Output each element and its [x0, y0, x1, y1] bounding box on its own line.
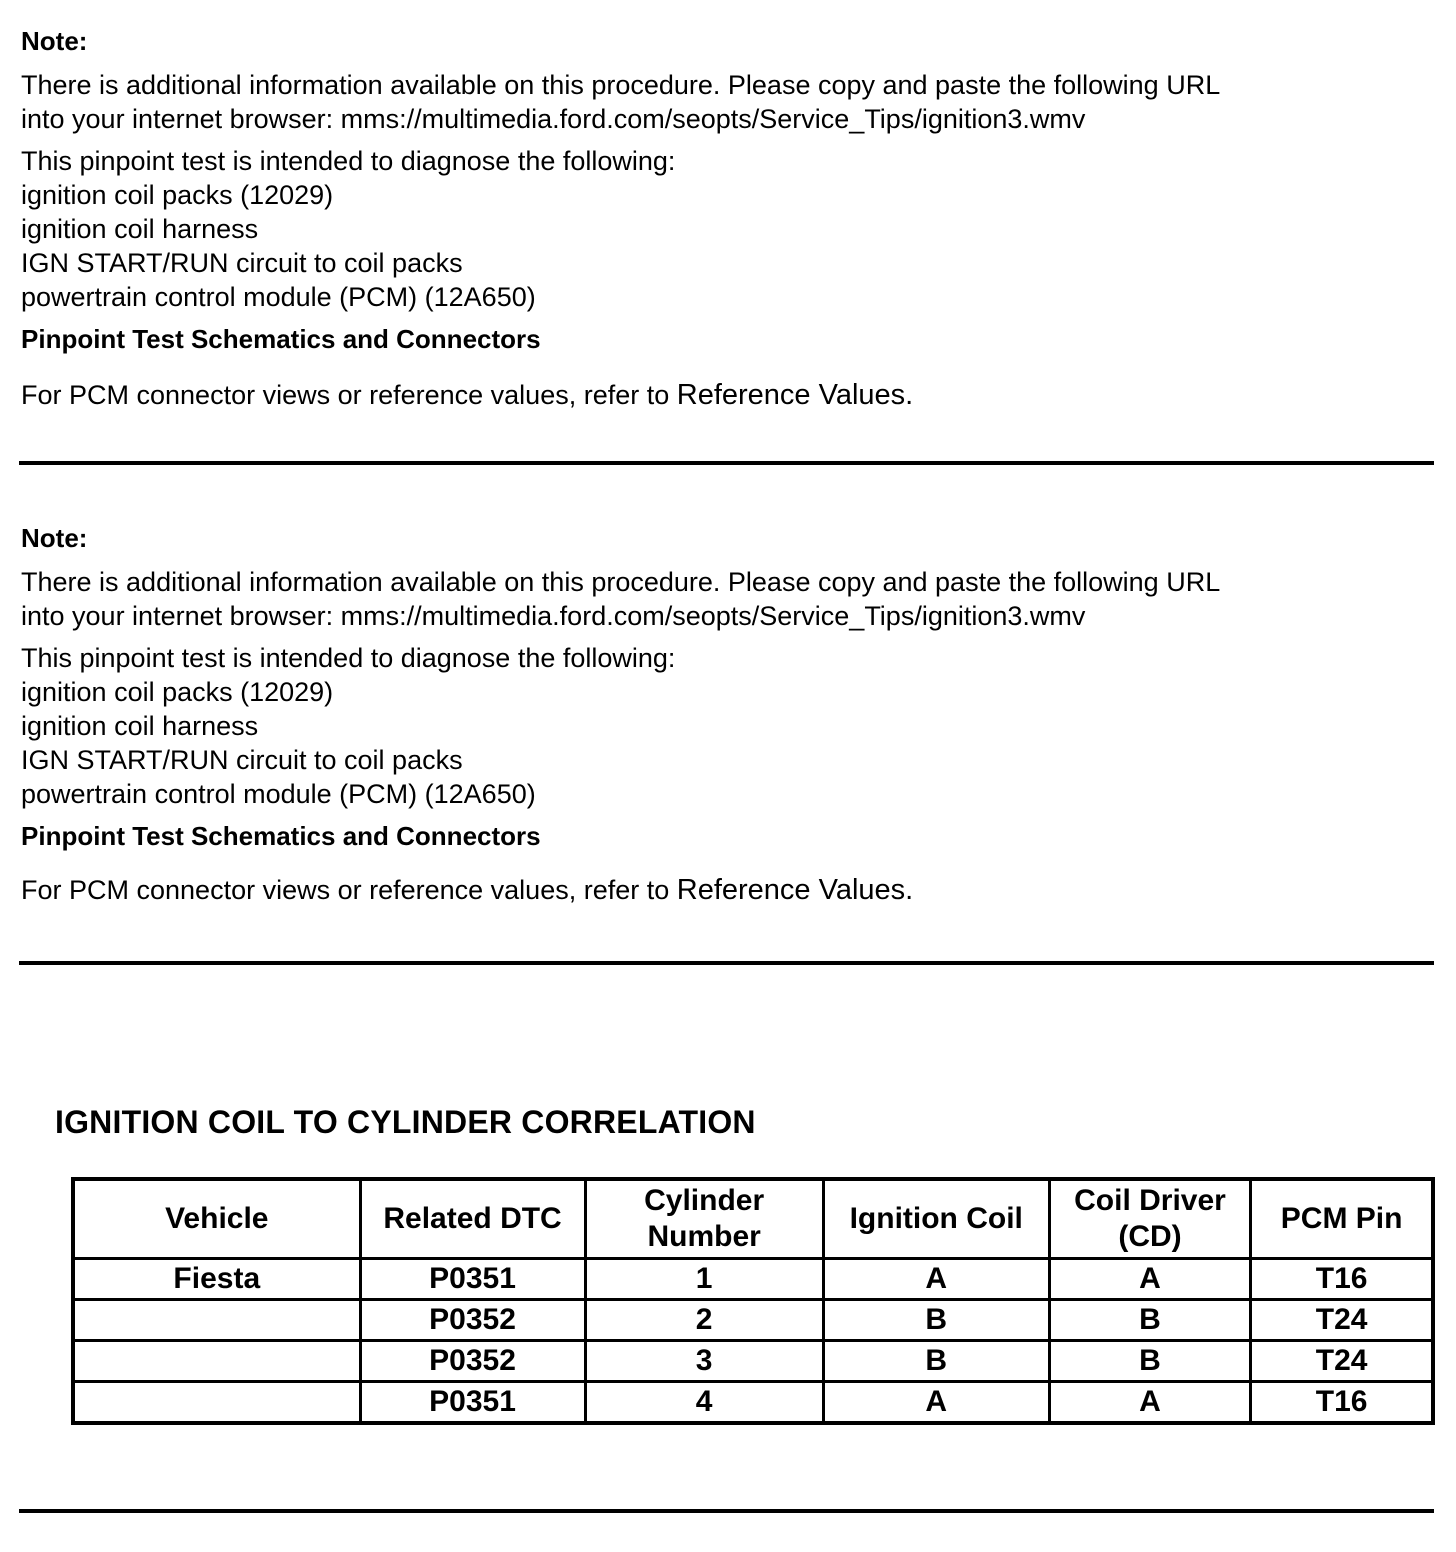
cell-vehicle: [73, 1300, 360, 1341]
correlation-table: [71, 1177, 1435, 1425]
cell-pcm-pin: T16: [1251, 1382, 1433, 1424]
section-heading: Pinpoint Test Schematics and Connectors: [21, 324, 541, 354]
reference-text: For PCM connector views or reference values, refer to: [21, 875, 677, 905]
note-line-1: There is additional information available on this procedure. Please copy and paste the following URL: [21, 567, 1221, 597]
cell-pcm-pin: T16: [1251, 1259, 1433, 1300]
cell-dtc: P0352: [360, 1300, 585, 1341]
section-heading: Pinpoint Test Schematics and Connectors: [21, 821, 541, 851]
table-row: [73, 1341, 1433, 1382]
table-row: [73, 1259, 1433, 1300]
cell-coil-driver: B: [1049, 1341, 1251, 1382]
cell-ignition-coil: A: [823, 1382, 1049, 1424]
cell-vehicle: [73, 1382, 360, 1424]
header-coil-driver: Coil Driver (CD): [1049, 1179, 1251, 1259]
reference-paragraph: [21, 873, 1431, 907]
cell-cylinder: 4: [585, 1382, 823, 1424]
table-header-row: [73, 1179, 1433, 1259]
cell-vehicle: Fiesta: [73, 1259, 360, 1300]
diagnose-item: powertrain control module (PCM) (12A650): [21, 282, 536, 312]
table-title: IGNITION COIL TO CYLINDER CORRELATION: [55, 1104, 756, 1140]
cell-ignition-coil: B: [823, 1341, 1049, 1382]
section-1: [21, 26, 1431, 412]
cell-ignition-coil: A: [823, 1259, 1049, 1300]
diagnose-intro: This pinpoint test is intended to diagnose the following:: [21, 146, 676, 176]
diagnose-item: IGN START/RUN circuit to coil packs: [21, 248, 463, 278]
header-related-dtc: Related DTC: [360, 1179, 585, 1259]
cell-coil-driver: B: [1049, 1300, 1251, 1341]
cell-cylinder: 1: [585, 1259, 823, 1300]
cell-cylinder: 3: [585, 1341, 823, 1382]
diagnose-list: [21, 144, 1431, 314]
header-cylinder-number: Cylinder Number: [585, 1179, 823, 1259]
diagnose-intro: This pinpoint test is intended to diagnose the following:: [21, 643, 676, 673]
cell-vehicle: [73, 1341, 360, 1382]
divider: [19, 1509, 1434, 1513]
note-line-2: into your internet browser: mms://multimedia.ford.com/seopts/Service_Tips/ignition3.wmv: [21, 601, 1086, 631]
header-ignition-coil: Ignition Coil: [823, 1179, 1049, 1259]
diagnose-item: IGN START/RUN circuit to coil packs: [21, 745, 463, 775]
divider: [19, 461, 1434, 465]
note-text: [21, 565, 1431, 633]
note-text: [21, 68, 1431, 136]
cell-cylinder: 2: [585, 1300, 823, 1341]
section-2: [21, 523, 1431, 907]
diagnose-item: ignition coil harness: [21, 711, 259, 741]
diagnose-list: [21, 641, 1431, 811]
diagnose-item: ignition coil packs (12029): [21, 180, 334, 210]
reference-values-link[interactable]: Reference Values.: [676, 874, 914, 906]
note-line-2: into your internet browser: mms://multimedia.ford.com/seopts/Service_Tips/ignition3.wmv: [21, 104, 1086, 134]
note-label: Note:: [21, 26, 88, 56]
reference-paragraph: [21, 378, 1431, 412]
cell-dtc: P0352: [360, 1341, 585, 1382]
diagnose-item: ignition coil harness: [21, 214, 259, 244]
reference-text: For PCM connector views or reference values, refer to: [21, 380, 677, 410]
cell-ignition-coil: B: [823, 1300, 1049, 1341]
cell-pcm-pin: T24: [1251, 1341, 1433, 1382]
table-row: [73, 1300, 1433, 1341]
diagnose-item: ignition coil packs (12029): [21, 677, 334, 707]
divider: [19, 961, 1434, 965]
header-pcm-pin: PCM Pin: [1251, 1179, 1433, 1259]
cell-coil-driver: A: [1049, 1382, 1251, 1424]
cell-coil-driver: A: [1049, 1259, 1251, 1300]
cell-dtc: P0351: [360, 1259, 585, 1300]
cell-dtc: P0351: [360, 1382, 585, 1424]
cell-pcm-pin: T24: [1251, 1300, 1433, 1341]
header-vehicle: Vehicle: [73, 1179, 360, 1259]
note-line-1: There is additional information available on this procedure. Please copy and paste the following URL: [21, 70, 1221, 100]
reference-values-link[interactable]: Reference Values.: [676, 379, 914, 411]
diagnose-item: powertrain control module (PCM) (12A650): [21, 779, 536, 809]
table-row: [73, 1382, 1433, 1424]
note-label: Note:: [21, 523, 88, 553]
